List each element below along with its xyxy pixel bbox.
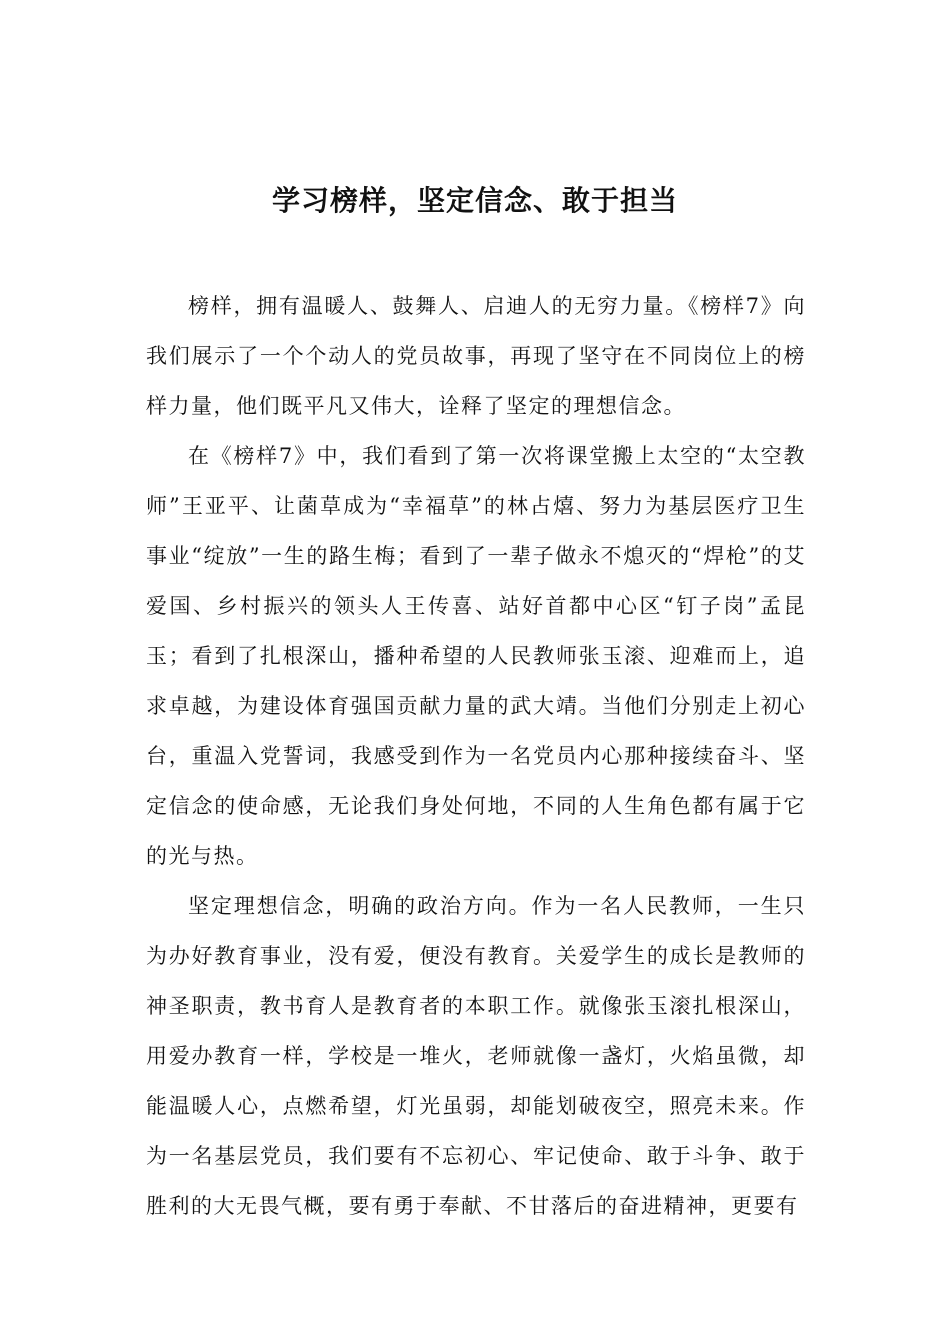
paragraph-3: 坚定理想信念，明确的政治方向。作为一名人民教师，一生只为办好教育事业，没有爱，便没有教育。关爱学生的成长是教师的神圣职责，教书育人是教育者的本职工作。就像张玉滚扎根深山，用爱办教育一样，学校是一堆火，老师就像一盏灯，火焰虽微，却能温暖人心，点燃希望，灯光虽弱，却能划破夜空，照亮未来。作为一名基层党员，我们要有不忘初心、牢记使命、敢于斗争、敢于胜利的大无畏气概，要有勇于奉献、不甘落后的奋进精神，更要有 [146,894,806,1218]
document-body [146,281,806,1231]
paragraph-2: 在《榜样7》中，我们看到了第一次将课堂搬上太空的“太空教师”王亚平、让菌草成为“幸福草”的林占熺、努力为基层医疗卫生事业“绽放”一生的路生梅；看到了一辈子做永不熄灭的“焊枪”的艾爱国、乡村振兴的领头人王传喜、站好首都中心区“钉子岗”孟昆玉；看到了扎根深山，播种希望的人民教师张玉滚、迎难而上，追求卓越，为建设体育强国贡献力量的武大靖。当他们分别走上初心台，重温入党誓词，我感受到作为一名党员内心那种接续奋斗、坚定信念的使命感，无论我们身处何地，不同的人生角色都有属于它的光与热。 [146,444,806,868]
document-title: 学习榜样，坚定信念、敢于担当 [271,184,678,217]
paragraph-1: 榜样，拥有温暖人、鼓舞人、启迪人的无穷力量。《榜样7》向我们展示了一个个动人的党员故事，再现了坚守在不同岗位上的榜样力量，他们既平凡又伟大，诠释了坚定的理想信念。 [146,294,806,418]
